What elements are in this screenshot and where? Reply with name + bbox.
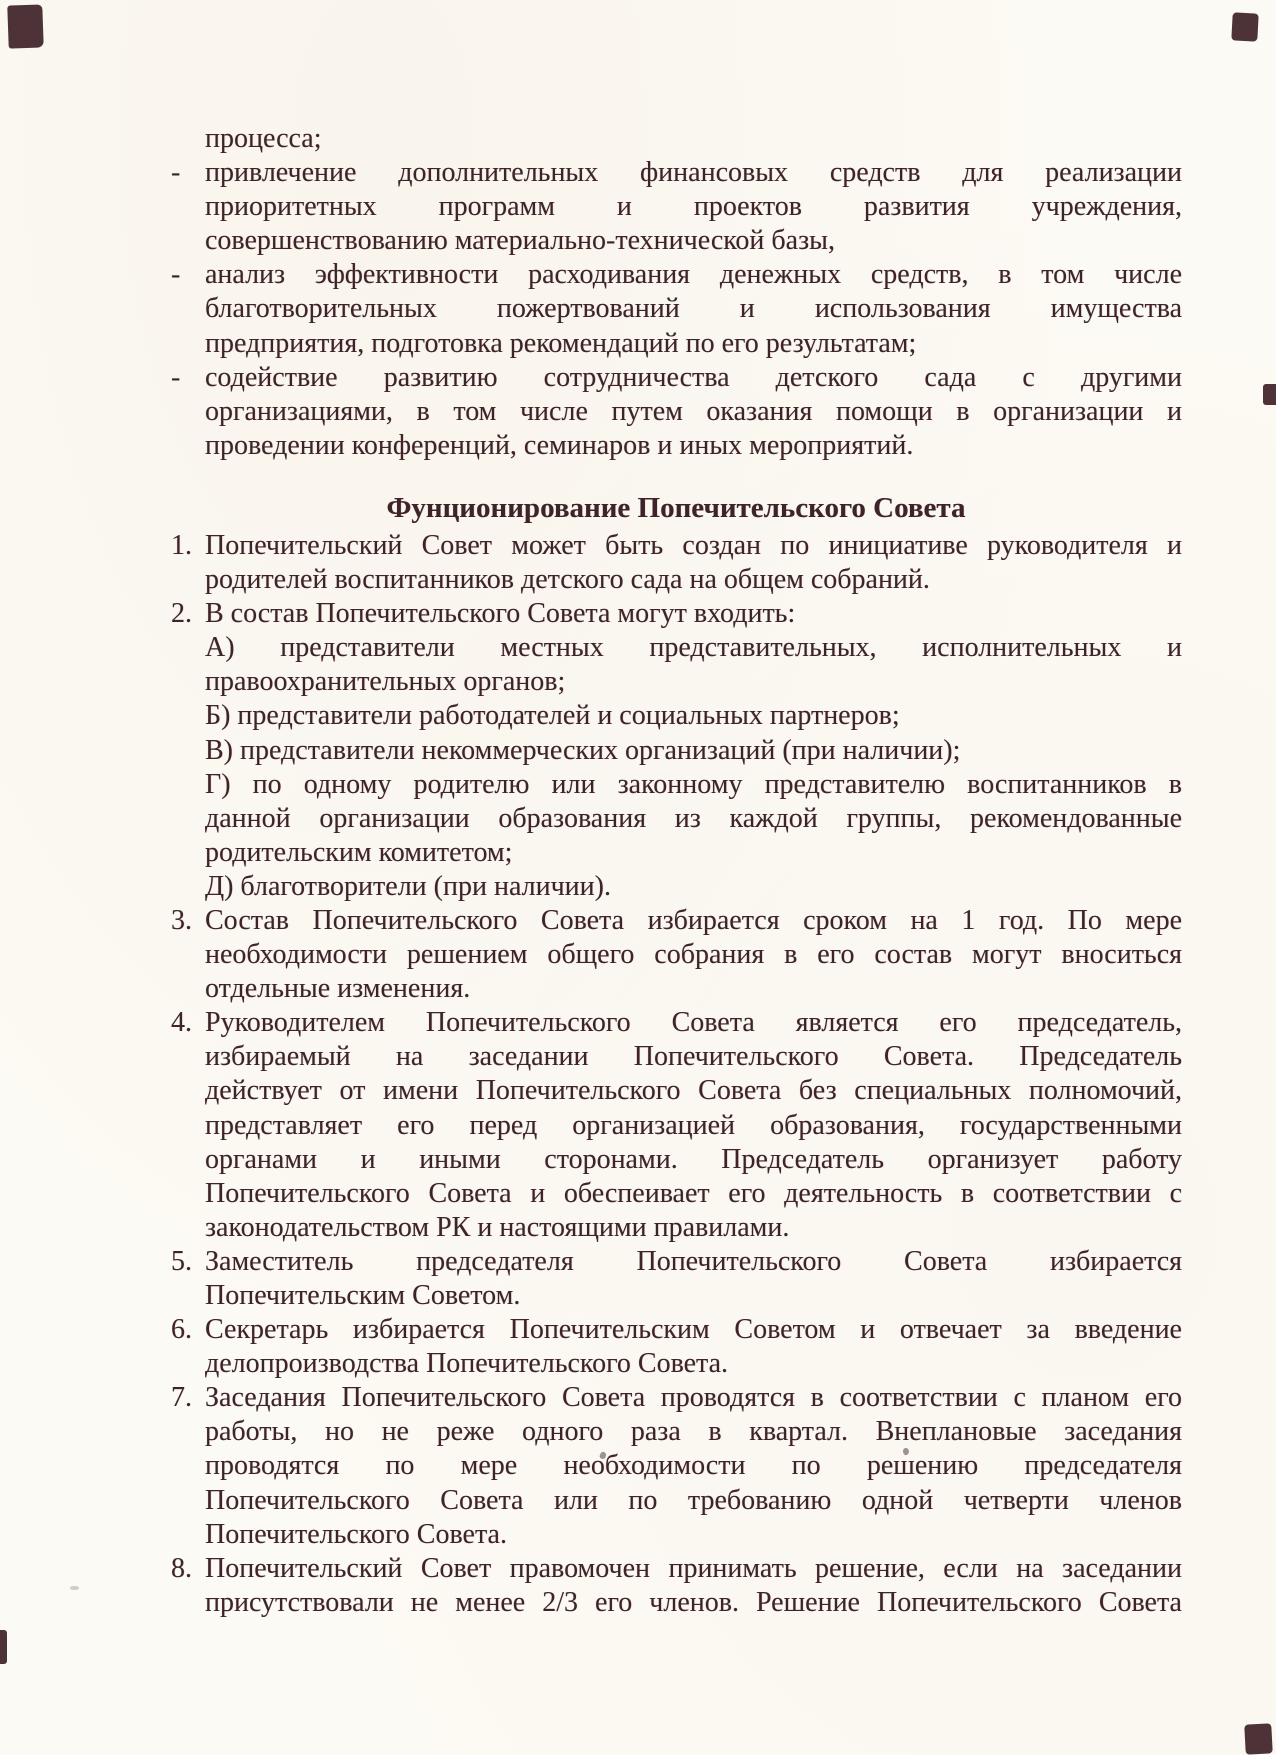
scan-artifact-top-left xyxy=(7,4,43,48)
list-marker: 7. xyxy=(171,1382,192,1414)
numbered-item xyxy=(170,1006,1182,1245)
text-line: необходимости решением общего собрания в его состав могут вноситься xyxy=(205,939,1182,971)
text-line: избираемый на заседании Попечительского Совета. Председатель xyxy=(205,1041,1182,1073)
text-line: органами и иными сторонами. Председатель организует работу xyxy=(205,1143,1182,1175)
bullet-item xyxy=(170,258,1182,360)
text-line: Попечительского Совета или по требованию одной четверти членов xyxy=(205,1484,1182,1516)
text-line: В состав Попечительского Совета могут входить: xyxy=(205,598,796,630)
bullet-item xyxy=(170,361,1182,463)
list-marker: 2. xyxy=(171,598,192,630)
text-line: действует от имени Попечительского Совета без специальных полномочий, xyxy=(205,1075,1182,1107)
text-line: Попечительского Совета. xyxy=(205,1518,507,1550)
text-line: процесса; xyxy=(205,123,322,154)
text-line: Попечительский Совет правомочен принимать решение, если на заседании xyxy=(205,1552,1182,1584)
list-marker: - xyxy=(171,157,181,189)
text-line: привлечение дополнительных финансовых средств для реализации xyxy=(205,157,1182,189)
numbered-item xyxy=(170,1245,1182,1313)
scan-artifact-bottom-right xyxy=(1244,1723,1273,1754)
list-marker: - xyxy=(171,259,181,291)
text-line: проведении конференций, семинаров и иных мероприятий. xyxy=(205,429,914,461)
text-line: содействие развитию сотрудничества детского сада с другими xyxy=(205,361,1182,393)
list-marker: 5. xyxy=(171,1245,192,1277)
bullet-item xyxy=(170,156,1182,258)
text-line: Заместитель председателя Попечительского Совета избирается xyxy=(205,1245,1182,1277)
text-line: анализ эффективности расходивания денежных средств, в том числе xyxy=(205,259,1182,291)
text-line: А) представители местных представительных, исполнительных и xyxy=(205,632,1182,664)
text-line: Г) по одному родителю или законному представителю воспитанников в xyxy=(205,768,1182,800)
document-content xyxy=(170,122,1182,1620)
bullet-item xyxy=(170,122,1182,156)
text-line: Попечительского Совета и обеспеивает его деятельность в соответствии с xyxy=(205,1177,1182,1209)
text-line: представляет его перед организацией образования, государственными xyxy=(205,1109,1182,1141)
scan-artifact-top-right xyxy=(1231,12,1258,41)
text-line: Состав Попечительского Совета избирается сроком на 1 год. По мере xyxy=(205,904,1182,936)
numbered-item xyxy=(170,1381,1182,1551)
numbered-item xyxy=(170,1313,1182,1381)
list-marker: 6. xyxy=(171,1314,192,1346)
text-line: родителей воспитанников детского сада на общем собраний. xyxy=(205,564,930,596)
text-line: совершенствованию материально-технической базы, xyxy=(205,225,835,257)
text-line: Попечительский Совет может быть создан по инициативе руководителя и xyxy=(205,529,1182,561)
text-line: Д) благотворители (при наличии). xyxy=(205,870,611,902)
text-line: Секретарь избирается Попечительским Советом и отвечает за введение xyxy=(205,1314,1182,1346)
intro-section xyxy=(170,122,1182,463)
text-line: отдельные изменения. xyxy=(205,973,471,1005)
numbered-item xyxy=(170,1552,1182,1620)
list-marker: 3. xyxy=(171,904,192,936)
text-line: делопроизводства Попечительского Совета. xyxy=(205,1348,729,1380)
text-line: предприятия, подготовка рекомендаций по его результатам; xyxy=(205,327,917,359)
text-line: работы, но не реже одного раза в квартал. Внеплановые заседания xyxy=(205,1416,1182,1448)
scan-artifact-left-edge xyxy=(0,1630,7,1664)
text-line: проводятся по мере необходимости по решению председателя xyxy=(205,1450,1182,1482)
list-marker: 8. xyxy=(171,1552,192,1584)
text-line: В) представители некоммерческих организаций (при наличии); xyxy=(205,734,961,766)
numbered-item xyxy=(170,904,1182,1006)
text-line: правоохранительных органов; xyxy=(205,666,566,698)
numbered-item xyxy=(170,529,1182,597)
list-marker: 1. xyxy=(171,529,192,561)
text-line: родительским комитетом; xyxy=(205,836,513,868)
text-line: присутствовали не менее 2/3 его членов. Решение Попечительского Совета xyxy=(205,1586,1182,1618)
text-line: Заседания Попечительского Совета проводятся в соответствии с планом его xyxy=(205,1382,1182,1414)
text-line: данной организации образования из каждой группы, рекомендованные xyxy=(205,802,1182,834)
text-line: организациями, в том числе путем оказания помощи в организации и xyxy=(205,395,1182,427)
text-line: благотворительных пожертвований и использования имущества xyxy=(205,293,1182,325)
numbered-list-section xyxy=(170,529,1182,1620)
text-line: Руководителем Попечительского Совета является его председатель, xyxy=(205,1007,1182,1039)
list-marker: 4. xyxy=(171,1007,192,1039)
numbered-item xyxy=(170,597,1182,904)
scan-speck xyxy=(70,1586,79,1590)
section-heading: Фунционирование Попечительского Совета xyxy=(386,491,966,524)
scan-artifact-right-edge xyxy=(1263,384,1276,405)
text-line: Попечительским Советом. xyxy=(205,1280,521,1311)
text-line: законодательством РК и настоящими правилами. xyxy=(205,1211,790,1243)
text-line: Б) представители работодателей и социальных партнеров; xyxy=(205,700,900,732)
text-line: приоритетных программ и проектов развития учреждения, xyxy=(205,191,1182,223)
list-marker: - xyxy=(171,361,181,393)
